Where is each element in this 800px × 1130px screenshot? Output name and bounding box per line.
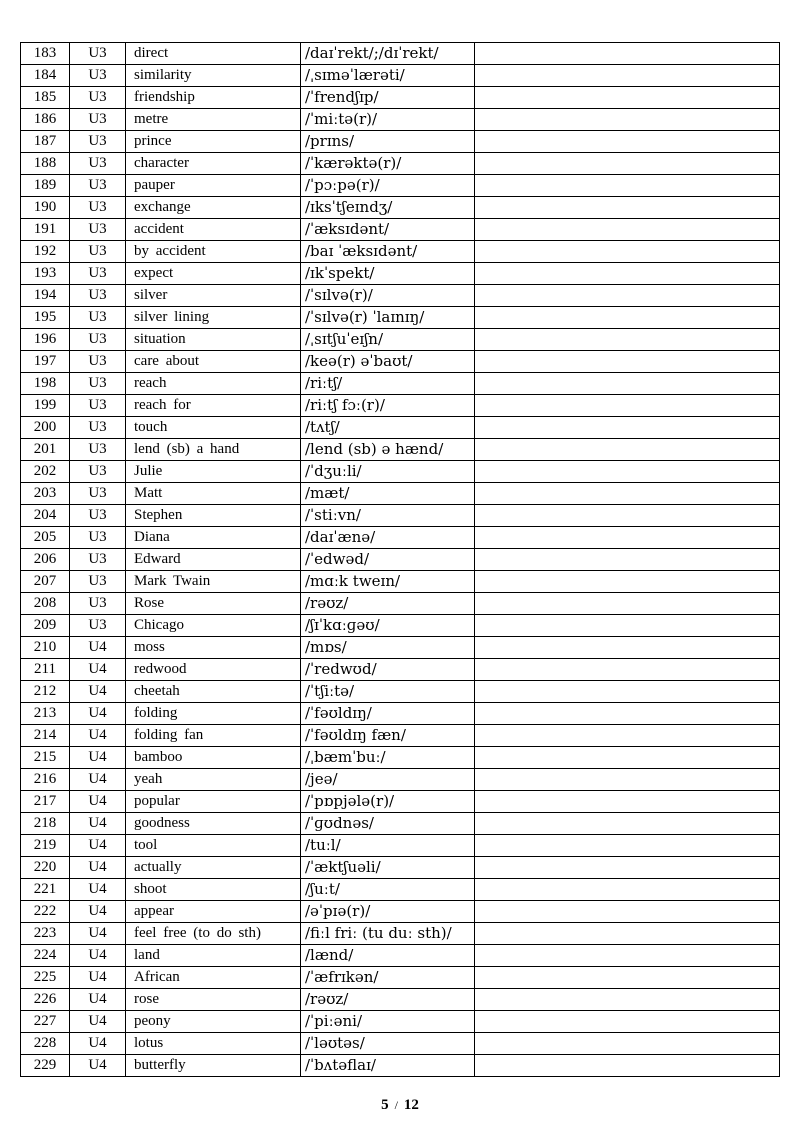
row-unit: U4 <box>70 967 126 989</box>
row-note <box>475 923 780 945</box>
table-row <box>21 659 780 681</box>
row-number: 216 <box>21 769 70 791</box>
row-phonetic: /ˌsɪməˈlærəti/ <box>301 65 475 87</box>
row-note <box>475 417 780 439</box>
row-phonetic: /ˈpiːəni/ <box>301 1011 475 1033</box>
row-note <box>475 835 780 857</box>
row-number: 205 <box>21 527 70 549</box>
vocabulary-table-body <box>21 43 780 1077</box>
table-row <box>21 329 780 351</box>
row-word: lend (sb) a hand <box>126 439 301 461</box>
row-number: 223 <box>21 923 70 945</box>
row-phonetic: /ˈɡʊdnəs/ <box>301 813 475 835</box>
row-note <box>475 857 780 879</box>
table-row <box>21 879 780 901</box>
row-number: 204 <box>21 505 70 527</box>
row-word: lotus <box>126 1033 301 1055</box>
row-phonetic: /ɪkˈspekt/ <box>301 263 475 285</box>
row-unit: U4 <box>70 879 126 901</box>
table-row <box>21 813 780 835</box>
table-row <box>21 43 780 65</box>
table-row <box>21 989 780 1011</box>
row-unit: U3 <box>70 395 126 417</box>
row-note <box>475 153 780 175</box>
row-unit: U3 <box>70 549 126 571</box>
row-word: folding <box>126 703 301 725</box>
row-word: Julie <box>126 461 301 483</box>
table-row <box>21 923 780 945</box>
row-word: Chicago <box>126 615 301 637</box>
row-phonetic: /ɪksˈtʃeɪndʒ/ <box>301 197 475 219</box>
row-number: 211 <box>21 659 70 681</box>
row-unit: U4 <box>70 857 126 879</box>
table-row <box>21 835 780 857</box>
row-note <box>475 637 780 659</box>
row-number: 222 <box>21 901 70 923</box>
row-note <box>475 263 780 285</box>
row-unit: U4 <box>70 725 126 747</box>
row-number: 192 <box>21 241 70 263</box>
row-word: butterfly <box>126 1055 301 1077</box>
row-unit: U3 <box>70 571 126 593</box>
row-note <box>475 703 780 725</box>
row-word: cheetah <box>126 681 301 703</box>
table-row <box>21 197 780 219</box>
row-note <box>475 813 780 835</box>
row-word: silver <box>126 285 301 307</box>
row-note <box>475 725 780 747</box>
row-phonetic: /ˈsɪlvə(r) ˈlaɪnɪŋ/ <box>301 307 475 329</box>
table-row <box>21 703 780 725</box>
table-row <box>21 945 780 967</box>
row-word: expect <box>126 263 301 285</box>
row-unit: U4 <box>70 769 126 791</box>
page-current: 5 <box>381 1097 389 1113</box>
row-number: 185 <box>21 87 70 109</box>
table-row <box>21 109 780 131</box>
row-word: African <box>126 967 301 989</box>
row-note <box>475 175 780 197</box>
row-unit: U4 <box>70 813 126 835</box>
row-number: 213 <box>21 703 70 725</box>
row-unit: U3 <box>70 417 126 439</box>
row-number: 184 <box>21 65 70 87</box>
row-phonetic: /ˈredwʊd/ <box>301 659 475 681</box>
row-word: shoot <box>126 879 301 901</box>
row-word: rose <box>126 989 301 1011</box>
row-word: moss <box>126 637 301 659</box>
row-note <box>475 593 780 615</box>
row-unit: U4 <box>70 835 126 857</box>
table-row <box>21 725 780 747</box>
row-phonetic: /jeə/ <box>301 769 475 791</box>
row-phonetic: /daɪˈrekt/;/dɪˈrekt/ <box>301 43 475 65</box>
table-row <box>21 87 780 109</box>
row-phonetic: /tuːl/ <box>301 835 475 857</box>
row-note <box>475 769 780 791</box>
row-number: 199 <box>21 395 70 417</box>
row-number: 201 <box>21 439 70 461</box>
row-note <box>475 241 780 263</box>
row-unit: U3 <box>70 615 126 637</box>
row-unit: U4 <box>70 747 126 769</box>
row-phonetic: /ˈstiːvn/ <box>301 505 475 527</box>
row-unit: U3 <box>70 197 126 219</box>
row-note <box>475 1055 780 1077</box>
row-word: Matt <box>126 483 301 505</box>
row-word: tool <box>126 835 301 857</box>
row-word: folding fan <box>126 725 301 747</box>
row-phonetic: /ˈfəʊldɪŋ fæn/ <box>301 725 475 747</box>
row-note <box>475 747 780 769</box>
row-number: 203 <box>21 483 70 505</box>
row-phonetic: /baɪ ˈæksɪdənt/ <box>301 241 475 263</box>
row-phonetic: /ˈedwəd/ <box>301 549 475 571</box>
row-phonetic: /ˈdʒuːli/ <box>301 461 475 483</box>
row-unit: U3 <box>70 285 126 307</box>
row-word: prince <box>126 131 301 153</box>
row-number: 207 <box>21 571 70 593</box>
row-unit: U3 <box>70 87 126 109</box>
row-unit: U4 <box>70 989 126 1011</box>
row-unit: U3 <box>70 439 126 461</box>
row-number: 215 <box>21 747 70 769</box>
row-phonetic: /riːtʃ fɔː(r)/ <box>301 395 475 417</box>
row-word: actually <box>126 857 301 879</box>
table-row <box>21 1033 780 1055</box>
row-number: 189 <box>21 175 70 197</box>
row-word: by accident <box>126 241 301 263</box>
table-row <box>21 857 780 879</box>
row-number: 221 <box>21 879 70 901</box>
row-unit: U3 <box>70 43 126 65</box>
row-word: Mark Twain <box>126 571 301 593</box>
row-number: 224 <box>21 945 70 967</box>
row-word: accident <box>126 219 301 241</box>
row-note <box>475 109 780 131</box>
row-note <box>475 461 780 483</box>
table-row <box>21 615 780 637</box>
table-row <box>21 461 780 483</box>
row-unit: U4 <box>70 1011 126 1033</box>
row-phonetic: /ʃɪˈkɑːɡəʊ/ <box>301 615 475 637</box>
row-number: 220 <box>21 857 70 879</box>
row-note <box>475 571 780 593</box>
row-number: 214 <box>21 725 70 747</box>
page-separator: / <box>394 1098 398 1112</box>
table-row <box>21 1055 780 1077</box>
row-unit: U4 <box>70 791 126 813</box>
row-note <box>475 197 780 219</box>
row-note <box>475 989 780 1011</box>
table-row <box>21 769 780 791</box>
row-number: 196 <box>21 329 70 351</box>
row-unit: U3 <box>70 593 126 615</box>
row-note <box>475 395 780 417</box>
row-number: 193 <box>21 263 70 285</box>
row-note <box>475 351 780 373</box>
row-unit: U3 <box>70 505 126 527</box>
table-row <box>21 747 780 769</box>
row-note <box>475 615 780 637</box>
row-number: 188 <box>21 153 70 175</box>
row-word: friendship <box>126 87 301 109</box>
row-number: 229 <box>21 1055 70 1077</box>
row-number: 208 <box>21 593 70 615</box>
row-note <box>475 43 780 65</box>
row-word: land <box>126 945 301 967</box>
row-phonetic: /ˈæksɪdənt/ <box>301 219 475 241</box>
row-phonetic: /ˌsɪtʃuˈeɪʃn/ <box>301 329 475 351</box>
row-phonetic: /ˈpɔːpə(r)/ <box>301 175 475 197</box>
row-word: Edward <box>126 549 301 571</box>
row-phonetic: /prɪns/ <box>301 131 475 153</box>
row-number: 226 <box>21 989 70 1011</box>
row-unit: U4 <box>70 901 126 923</box>
row-unit: U3 <box>70 527 126 549</box>
row-word: goodness <box>126 813 301 835</box>
row-phonetic: /tʌtʃ/ <box>301 417 475 439</box>
table-row <box>21 351 780 373</box>
row-phonetic: /riːtʃ/ <box>301 373 475 395</box>
row-unit: U3 <box>70 307 126 329</box>
row-unit: U4 <box>70 945 126 967</box>
row-phonetic: /rəʊz/ <box>301 593 475 615</box>
table-row <box>21 681 780 703</box>
row-note <box>475 879 780 901</box>
row-phonetic: /lænd/ <box>301 945 475 967</box>
row-unit: U4 <box>70 681 126 703</box>
row-number: 228 <box>21 1033 70 1055</box>
table-row <box>21 791 780 813</box>
table-row <box>21 263 780 285</box>
row-unit: U3 <box>70 65 126 87</box>
row-note <box>475 285 780 307</box>
row-unit: U3 <box>70 483 126 505</box>
table-row <box>21 285 780 307</box>
row-phonetic: /ˈləʊtəs/ <box>301 1033 475 1055</box>
row-unit: U4 <box>70 659 126 681</box>
row-note <box>475 549 780 571</box>
table-row <box>21 307 780 329</box>
row-number: 217 <box>21 791 70 813</box>
table-row <box>21 1011 780 1033</box>
row-word: popular <box>126 791 301 813</box>
table-row <box>21 549 780 571</box>
row-unit: U4 <box>70 923 126 945</box>
table-row <box>21 901 780 923</box>
row-phonetic: /rəʊz/ <box>301 989 475 1011</box>
row-number: 227 <box>21 1011 70 1033</box>
row-phonetic: /lend (sb) ə hænd/ <box>301 439 475 461</box>
row-note <box>475 483 780 505</box>
row-unit: U3 <box>70 241 126 263</box>
vocabulary-table <box>20 42 780 1077</box>
row-word: Stephen <box>126 505 301 527</box>
row-number: 206 <box>21 549 70 571</box>
row-number: 209 <box>21 615 70 637</box>
row-number: 197 <box>21 351 70 373</box>
row-unit: U4 <box>70 703 126 725</box>
row-unit: U3 <box>70 461 126 483</box>
table-row <box>21 153 780 175</box>
table-row <box>21 527 780 549</box>
row-word: yeah <box>126 769 301 791</box>
row-number: 202 <box>21 461 70 483</box>
row-unit: U3 <box>70 351 126 373</box>
row-number: 210 <box>21 637 70 659</box>
row-phonetic: /ˈtʃiːtə/ <box>301 681 475 703</box>
table-row <box>21 967 780 989</box>
page-total: 12 <box>403 1097 419 1113</box>
row-word: Diana <box>126 527 301 549</box>
row-word: redwood <box>126 659 301 681</box>
row-phonetic: /əˈpɪə(r)/ <box>301 901 475 923</box>
row-word: reach for <box>126 395 301 417</box>
row-phonetic: /ˈbʌtəflaɪ/ <box>301 1055 475 1077</box>
row-note <box>475 1011 780 1033</box>
row-word: reach <box>126 373 301 395</box>
row-word: Rose <box>126 593 301 615</box>
row-phonetic: /ˈmiːtə(r)/ <box>301 109 475 131</box>
row-unit: U4 <box>70 1033 126 1055</box>
row-word: appear <box>126 901 301 923</box>
table-row <box>21 417 780 439</box>
row-note <box>475 1033 780 1055</box>
row-word: bamboo <box>126 747 301 769</box>
table-row <box>21 439 780 461</box>
row-note <box>475 329 780 351</box>
table-row <box>21 483 780 505</box>
row-phonetic: /mɑːk tweɪn/ <box>301 571 475 593</box>
table-row <box>21 571 780 593</box>
row-word: feel free (to do sth) <box>126 923 301 945</box>
row-word: peony <box>126 1011 301 1033</box>
row-phonetic: /keə(r) əˈbaʊt/ <box>301 351 475 373</box>
table-row <box>21 131 780 153</box>
row-word: silver lining <box>126 307 301 329</box>
row-phonetic: /mɒs/ <box>301 637 475 659</box>
row-number: 191 <box>21 219 70 241</box>
row-number: 195 <box>21 307 70 329</box>
table-row <box>21 219 780 241</box>
row-phonetic: /ˈkærəktə(r)/ <box>301 153 475 175</box>
row-word: similarity <box>126 65 301 87</box>
row-phonetic: /fiːl friː (tu duː sth)/ <box>301 923 475 945</box>
row-note <box>475 87 780 109</box>
row-phonetic: /ˈæktʃuəli/ <box>301 857 475 879</box>
row-note <box>475 945 780 967</box>
row-number: 190 <box>21 197 70 219</box>
row-note <box>475 373 780 395</box>
table-row <box>21 637 780 659</box>
row-note <box>475 219 780 241</box>
row-unit: U3 <box>70 219 126 241</box>
table-row <box>21 65 780 87</box>
row-note <box>475 681 780 703</box>
row-note <box>475 307 780 329</box>
row-note <box>475 505 780 527</box>
row-note <box>475 131 780 153</box>
row-unit: U3 <box>70 131 126 153</box>
row-number: 183 <box>21 43 70 65</box>
row-word: metre <box>126 109 301 131</box>
page-number <box>0 1097 800 1114</box>
row-unit: U4 <box>70 637 126 659</box>
row-word: care about <box>126 351 301 373</box>
row-number: 219 <box>21 835 70 857</box>
table-row <box>21 373 780 395</box>
row-note <box>475 65 780 87</box>
row-note <box>475 791 780 813</box>
row-number: 194 <box>21 285 70 307</box>
row-phonetic: /daɪˈænə/ <box>301 527 475 549</box>
row-phonetic: /ˈæfrɪkən/ <box>301 967 475 989</box>
row-phonetic: /ˈpɒpjələ(r)/ <box>301 791 475 813</box>
row-phonetic: /ˈfəʊldɪŋ/ <box>301 703 475 725</box>
row-word: situation <box>126 329 301 351</box>
row-number: 225 <box>21 967 70 989</box>
row-unit: U3 <box>70 329 126 351</box>
row-number: 218 <box>21 813 70 835</box>
row-unit: U3 <box>70 109 126 131</box>
row-note <box>475 901 780 923</box>
row-word: exchange <box>126 197 301 219</box>
row-number: 212 <box>21 681 70 703</box>
row-word: pauper <box>126 175 301 197</box>
row-unit: U3 <box>70 373 126 395</box>
row-number: 187 <box>21 131 70 153</box>
row-unit: U3 <box>70 263 126 285</box>
row-unit: U3 <box>70 175 126 197</box>
row-phonetic: /ˈfrendʃɪp/ <box>301 87 475 109</box>
table-row <box>21 395 780 417</box>
row-unit: U4 <box>70 1055 126 1077</box>
row-word: character <box>126 153 301 175</box>
row-phonetic: /mæt/ <box>301 483 475 505</box>
row-number: 198 <box>21 373 70 395</box>
table-row <box>21 593 780 615</box>
row-number: 186 <box>21 109 70 131</box>
row-note <box>475 527 780 549</box>
row-note <box>475 659 780 681</box>
row-word: direct <box>126 43 301 65</box>
row-note <box>475 439 780 461</box>
row-note <box>475 967 780 989</box>
table-row <box>21 505 780 527</box>
row-phonetic: /ʃuːt/ <box>301 879 475 901</box>
row-unit: U3 <box>70 153 126 175</box>
table-row <box>21 175 780 197</box>
row-phonetic: /ˌbæmˈbuː/ <box>301 747 475 769</box>
table-row <box>21 241 780 263</box>
row-phonetic: /ˈsɪlvə(r)/ <box>301 285 475 307</box>
row-number: 200 <box>21 417 70 439</box>
row-word: touch <box>126 417 301 439</box>
